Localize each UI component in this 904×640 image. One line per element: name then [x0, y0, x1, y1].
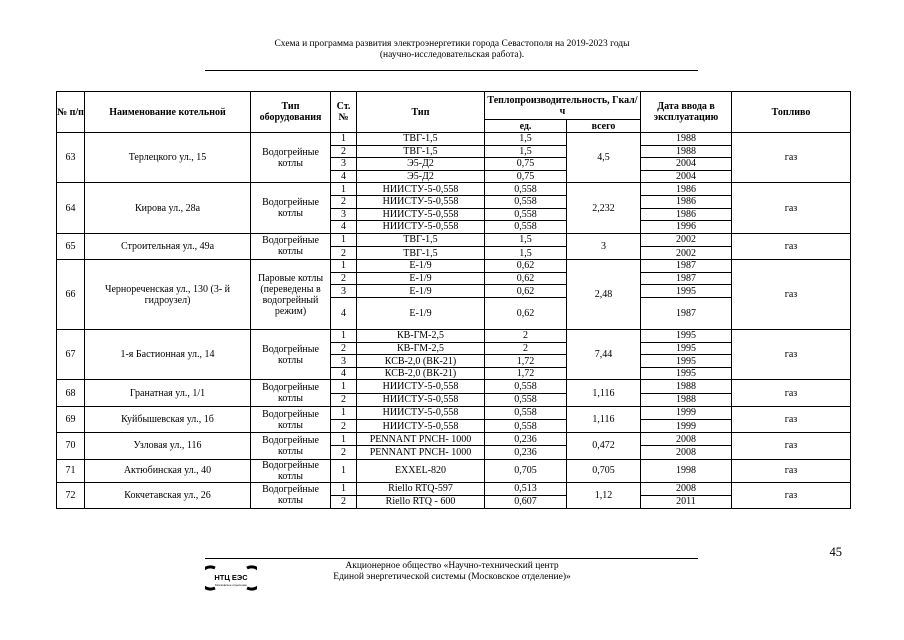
equipment-type: Водогрейные котлы	[251, 233, 331, 259]
total-capacity: 3	[567, 233, 641, 259]
total-capacity: 2,48	[567, 260, 641, 330]
unit-capacity: 0,62	[485, 272, 567, 285]
col-cap-unit: ед.	[485, 120, 567, 133]
boiler-type: КСВ-2,0 (ВК-21)	[357, 367, 485, 380]
commission-date: 1988	[641, 145, 732, 158]
col-capacity: Теплопроизводительность, Гкал/ч	[485, 92, 641, 120]
station-number: 1	[331, 380, 357, 393]
total-capacity: 4,5	[567, 133, 641, 183]
equipment-type: Водогрейные котлы	[251, 406, 331, 432]
boiler-name: Кирова ул., 28а	[85, 183, 251, 233]
table-row	[57, 406, 851, 419]
unit-capacity: 0,558	[485, 208, 567, 221]
boiler-type: Э5-Д2	[357, 170, 485, 183]
commission-date: 1986	[641, 195, 732, 208]
commission-date: 1995	[641, 355, 732, 368]
boiler-name: Узловая ул., 116	[85, 433, 251, 459]
commission-date: 1995	[641, 367, 732, 380]
unit-capacity: 0,62	[485, 297, 567, 329]
station-number: 2	[331, 342, 357, 355]
boiler-type: ТВГ-1,5	[357, 145, 485, 158]
unit-capacity: 0,558	[485, 406, 567, 419]
station-number: 1	[331, 406, 357, 419]
station-number: 1	[331, 260, 357, 273]
row-num: 65	[57, 233, 85, 259]
boiler-type: НИИСТУ-5-0,558	[357, 393, 485, 406]
table-row	[57, 380, 851, 393]
fuel: газ	[732, 380, 851, 406]
total-capacity: 0,705	[567, 459, 641, 482]
unit-capacity: 0,558	[485, 183, 567, 196]
table-body	[57, 133, 851, 509]
boiler-type: Riello RTQ - 600	[357, 495, 485, 508]
total-capacity: 1,116	[567, 380, 641, 406]
fuel: газ	[732, 133, 851, 183]
commission-date: 1987	[641, 297, 732, 329]
unit-capacity: 1,5	[485, 246, 567, 259]
commission-date: 2008	[641, 433, 732, 446]
boiler-type: КВ-ГМ-2,5	[357, 330, 485, 343]
table-row	[57, 260, 851, 273]
station-number: 3	[331, 285, 357, 298]
row-num: 63	[57, 133, 85, 183]
boiler-type: Е-1/9	[357, 272, 485, 285]
boiler-type: Э5-Д2	[357, 158, 485, 171]
row-num: 71	[57, 459, 85, 482]
header-line-2: (научно-исследовательская работа).	[379, 50, 525, 60]
unit-capacity: 0,75	[485, 170, 567, 183]
col-num: № п/п	[57, 92, 85, 133]
col-equip-type: Тип оборудования	[251, 92, 331, 133]
row-num: 70	[57, 433, 85, 459]
fuel: газ	[732, 233, 851, 259]
unit-capacity: 1,5	[485, 133, 567, 146]
commission-date: 2002	[641, 246, 732, 259]
station-number: 1	[331, 133, 357, 146]
unit-capacity: 0,558	[485, 221, 567, 234]
boiler-name: Чернореченская ул., 130 (3- й гидроузел)	[85, 260, 251, 330]
row-num: 68	[57, 380, 85, 406]
commission-date: 1998	[641, 459, 732, 482]
station-number: 1	[331, 233, 357, 246]
table-row	[57, 183, 851, 196]
commission-date: 2004	[641, 170, 732, 183]
boiler-type: НИИСТУ-5-0,558	[357, 420, 485, 433]
commission-date: 1999	[641, 420, 732, 433]
row-num: 69	[57, 406, 85, 432]
station-number: 1	[331, 183, 357, 196]
equipment-type: Водогрейные котлы	[251, 133, 331, 183]
col-fuel: Топливо	[732, 92, 851, 133]
col-st-no: Ст. №	[331, 92, 357, 133]
page-number: 45	[829, 545, 842, 559]
unit-capacity: 0,62	[485, 260, 567, 273]
fuel: газ	[732, 260, 851, 330]
boiler-name: 1-я Бастионная ул., 14	[85, 330, 251, 380]
footer-divider	[205, 558, 698, 559]
table-row	[57, 482, 851, 495]
boiler-type: ТВГ-1,5	[357, 133, 485, 146]
col-date: Дата ввода в эксплуатацию	[641, 92, 732, 133]
footer-line-1: Акционерное общество «Научно-технический центр	[345, 561, 559, 571]
fuel: газ	[732, 330, 851, 380]
col-type: Тип	[357, 92, 485, 133]
fuel: газ	[732, 433, 851, 459]
row-num: 72	[57, 482, 85, 508]
station-number: 2	[331, 195, 357, 208]
station-number: 4	[331, 170, 357, 183]
station-number: 4	[331, 297, 357, 329]
boiler-type: Е-1/9	[357, 260, 485, 273]
fuel: газ	[732, 183, 851, 233]
boiler-table	[56, 91, 851, 509]
boiler-type: НИИСТУ-5-0,558	[357, 208, 485, 221]
station-number: 3	[331, 158, 357, 171]
table-head	[57, 92, 851, 133]
table-row	[57, 459, 851, 482]
station-number: 1	[331, 433, 357, 446]
unit-capacity: 0,75	[485, 158, 567, 171]
total-capacity: 1,12	[567, 482, 641, 508]
commission-date: 1986	[641, 208, 732, 221]
row-num: 64	[57, 183, 85, 233]
equipment-type: Водогрейные котлы	[251, 433, 331, 459]
table-row	[57, 433, 851, 446]
unit-capacity: 0,236	[485, 433, 567, 446]
commission-date: 2004	[641, 158, 732, 171]
station-number: 2	[331, 495, 357, 508]
table-row	[57, 133, 851, 146]
unit-capacity: 0,558	[485, 380, 567, 393]
boiler-type: PENNANT PNCH- 1000	[357, 446, 485, 459]
station-number: 2	[331, 393, 357, 406]
boiler-type: НИИСТУ-5-0,558	[357, 183, 485, 196]
unit-capacity: 0,558	[485, 195, 567, 208]
boiler-type: ТВГ-1,5	[357, 246, 485, 259]
boiler-type: PENNANT PNCH- 1000	[357, 433, 485, 446]
equipment-type: Водогрейные котлы	[251, 330, 331, 380]
unit-capacity: 0,513	[485, 482, 567, 495]
row-num: 67	[57, 330, 85, 380]
station-number: 2	[331, 446, 357, 459]
boiler-type: EXXEL-820	[357, 459, 485, 482]
equipment-type: Водогрейные котлы	[251, 482, 331, 508]
footer-line-2: Единой энергетической системы (Московское отделение)»	[333, 572, 571, 582]
table-row	[57, 330, 851, 343]
logo-text: НТЦ ЕЭС	[214, 573, 248, 582]
boiler-type: НИИСТУ-5-0,558	[357, 406, 485, 419]
commission-date: 2011	[641, 495, 732, 508]
boiler-type: НИИСТУ-5-0,558	[357, 195, 485, 208]
unit-capacity: 0,607	[485, 495, 567, 508]
boiler-type: Е-1/9	[357, 285, 485, 298]
total-capacity: 1,116	[567, 406, 641, 432]
station-number: 1	[331, 330, 357, 343]
unit-capacity: 0,236	[485, 446, 567, 459]
fuel: газ	[732, 459, 851, 482]
header-divider	[205, 70, 698, 71]
station-number: 2	[331, 246, 357, 259]
unit-capacity: 2	[485, 342, 567, 355]
station-number: 3	[331, 208, 357, 221]
station-number: 1	[331, 482, 357, 495]
commission-date: 1995	[641, 330, 732, 343]
equipment-type: Водогрейные котлы	[251, 183, 331, 233]
boiler-type: НИИСТУ-5-0,558	[357, 221, 485, 234]
unit-capacity: 1,5	[485, 145, 567, 158]
commission-date: 1996	[641, 221, 732, 234]
station-number: 2	[331, 420, 357, 433]
commission-date: 1995	[641, 285, 732, 298]
row-num: 66	[57, 260, 85, 330]
unit-capacity: 1,72	[485, 355, 567, 368]
total-capacity: 0,472	[567, 433, 641, 459]
boiler-type: НИИСТУ-5-0,558	[357, 380, 485, 393]
boiler-type: Е-1/9	[357, 297, 485, 329]
commission-date: 1995	[641, 342, 732, 355]
boiler-name: Строительная ул., 49а	[85, 233, 251, 259]
commission-date: 1988	[641, 393, 732, 406]
col-name: Наименование котельной	[85, 92, 251, 133]
commission-date: 2008	[641, 482, 732, 495]
boiler-name: Гранатная ул., 1/1	[85, 380, 251, 406]
total-capacity: 2,232	[567, 183, 641, 233]
unit-capacity: 0,62	[485, 285, 567, 298]
unit-capacity: 0,558	[485, 393, 567, 406]
unit-capacity: 0,705	[485, 459, 567, 482]
boiler-type: КСВ-2,0 (ВК-21)	[357, 355, 485, 368]
station-number: 1	[331, 459, 357, 482]
commission-date: 1986	[641, 183, 732, 196]
station-number: 3	[331, 355, 357, 368]
col-cap-total: всего	[567, 120, 641, 133]
fuel: газ	[732, 406, 851, 432]
commission-date: 1999	[641, 406, 732, 419]
boiler-type: КВ-ГМ-2,5	[357, 342, 485, 355]
boiler-name: Куйбышевская ул., 1б	[85, 406, 251, 432]
equipment-type: Водогрейные котлы	[251, 380, 331, 406]
header-line-1: Схема и программа развития электроэнергетики города Севастополя на 2019-2023 годы	[274, 39, 630, 49]
commission-date: 2002	[641, 233, 732, 246]
boiler-name: Кокчетавская ул., 26	[85, 482, 251, 508]
boiler-name: Актюбинская ул., 40	[85, 459, 251, 482]
equipment-type: Паровые котлы (переведены в водогрейный режим)	[251, 260, 331, 330]
boiler-name: Терлецкого ул., 15	[85, 133, 251, 183]
station-number: 4	[331, 221, 357, 234]
logo-subtext: Московское отделение	[215, 583, 247, 587]
unit-capacity: 1,72	[485, 367, 567, 380]
document-header	[0, 39, 904, 61]
equipment-type: Водогрейные котлы	[251, 459, 331, 482]
unit-capacity: 1,5	[485, 233, 567, 246]
unit-capacity: 2	[485, 330, 567, 343]
document-footer	[0, 561, 904, 583]
commission-date: 1987	[641, 260, 732, 273]
commission-date: 2008	[641, 446, 732, 459]
total-capacity: 7,44	[567, 330, 641, 380]
station-number: 2	[331, 272, 357, 285]
table-row	[57, 233, 851, 246]
fuel: газ	[732, 482, 851, 508]
commission-date: 1988	[641, 380, 732, 393]
commission-date: 1988	[641, 133, 732, 146]
commission-date: 1987	[641, 272, 732, 285]
boiler-type: Riello RTQ-597	[357, 482, 485, 495]
boiler-type: ТВГ-1,5	[357, 233, 485, 246]
unit-capacity: 0,558	[485, 420, 567, 433]
station-number: 4	[331, 367, 357, 380]
station-number: 2	[331, 145, 357, 158]
